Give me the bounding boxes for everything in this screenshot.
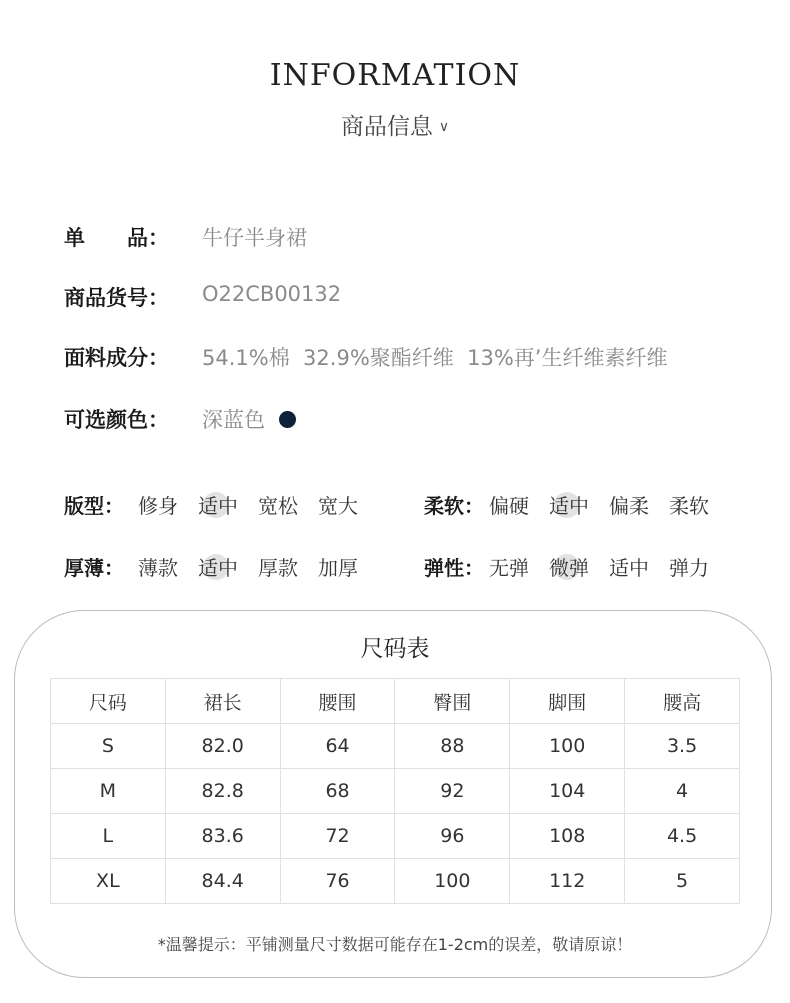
attr-softness-label: 柔软： xyxy=(424,494,484,518)
table-cell: 83.6 xyxy=(165,814,280,859)
attr-fit-option: 宽大 xyxy=(318,494,358,518)
item-label: 单 品： xyxy=(64,226,169,250)
item-value: 牛仔半身裙 xyxy=(202,226,307,250)
sku-value: O22CB00132 xyxy=(202,282,342,306)
attr-elasticity-option: 适中 xyxy=(609,556,649,580)
color-label: 可选颜色： xyxy=(64,408,169,432)
attr-elasticity-option: 无弹 xyxy=(489,556,529,580)
sku-label: 商品货号： xyxy=(64,286,169,310)
color-swatch xyxy=(279,411,296,428)
table-cell: 4.5 xyxy=(625,814,740,859)
fabric-label: 面料成分： xyxy=(64,346,169,370)
table-header-cell: 尺码 xyxy=(51,679,166,724)
attr-elasticity-option-selected: 微弹 xyxy=(549,556,589,580)
table-cell: M xyxy=(51,769,166,814)
attr-thickness-option-selected: 适中 xyxy=(198,556,238,580)
table-cell: S xyxy=(51,724,166,769)
page-subtitle xyxy=(0,108,790,141)
table-cell: 64 xyxy=(280,724,395,769)
table-cell: 5 xyxy=(625,859,740,904)
table-row xyxy=(51,814,740,859)
table-cell: 108 xyxy=(510,814,625,859)
color-value: 深蓝色 xyxy=(202,408,265,432)
table-header-cell: 脚围 xyxy=(510,679,625,724)
size-chart-table xyxy=(50,678,740,904)
table-cell: 82.8 xyxy=(165,769,280,814)
table-row xyxy=(51,859,740,904)
table-cell: 4 xyxy=(625,769,740,814)
table-cell: 92 xyxy=(395,769,510,814)
attr-softness-option: 柔软 xyxy=(669,494,709,518)
attr-thickness-option: 加厚 xyxy=(318,556,358,580)
attr-softness-option: 偏柔 xyxy=(609,494,649,518)
size-chart-title: 尺码表 xyxy=(360,636,430,662)
table-cell: 104 xyxy=(510,769,625,814)
table-cell: 88 xyxy=(395,724,510,769)
attr-fit-option: 修身 xyxy=(138,494,178,518)
table-cell: 112 xyxy=(510,859,625,904)
attr-fit-label: 版型： xyxy=(64,494,124,518)
table-cell: 72 xyxy=(280,814,395,859)
table-header-cell: 腰高 xyxy=(625,679,740,724)
attr-fit-option-selected: 适中 xyxy=(198,494,238,518)
attr-elasticity-label: 弹性： xyxy=(424,556,484,580)
fabric-value: 54.1%棉 32.9%聚酯纤维 13%再’生纤维素纤维 xyxy=(202,346,668,370)
table-header-row xyxy=(51,679,740,724)
table-row xyxy=(51,724,740,769)
size-note: *温馨提示：平铺测量尺寸数据可能存在1-2cm的误差，敬请原谅！ xyxy=(157,935,633,954)
table-header-cell: 裙长 xyxy=(165,679,280,724)
table-cell: 82.0 xyxy=(165,724,280,769)
attr-softness-option: 偏硬 xyxy=(489,494,529,518)
table-cell: 100 xyxy=(395,859,510,904)
color-value-wrap xyxy=(202,404,296,434)
table-cell: 68 xyxy=(280,769,395,814)
subtitle-text: 商品信息 xyxy=(340,114,433,140)
table-cell: 3.5 xyxy=(625,724,740,769)
chevron-down-icon: ∨ xyxy=(438,119,450,135)
table-row xyxy=(51,769,740,814)
table-cell: 100 xyxy=(510,724,625,769)
attr-thickness-label: 厚薄： xyxy=(64,556,124,580)
table-cell: XL xyxy=(51,859,166,904)
attr-softness-option-selected: 适中 xyxy=(549,494,589,518)
table-cell: 96 xyxy=(395,814,510,859)
attr-elasticity-option: 弹力 xyxy=(669,556,709,580)
table-cell: L xyxy=(51,814,166,859)
attr-thickness-option: 薄款 xyxy=(138,556,178,580)
page-title: INFORMATION xyxy=(269,58,521,93)
table-cell: 76 xyxy=(280,859,395,904)
attr-fit-option: 宽松 xyxy=(258,494,298,518)
table-header-cell: 臀围 xyxy=(395,679,510,724)
table-cell: 84.4 xyxy=(165,859,280,904)
table-header-cell: 腰围 xyxy=(280,679,395,724)
attr-thickness-option: 厚款 xyxy=(258,556,298,580)
